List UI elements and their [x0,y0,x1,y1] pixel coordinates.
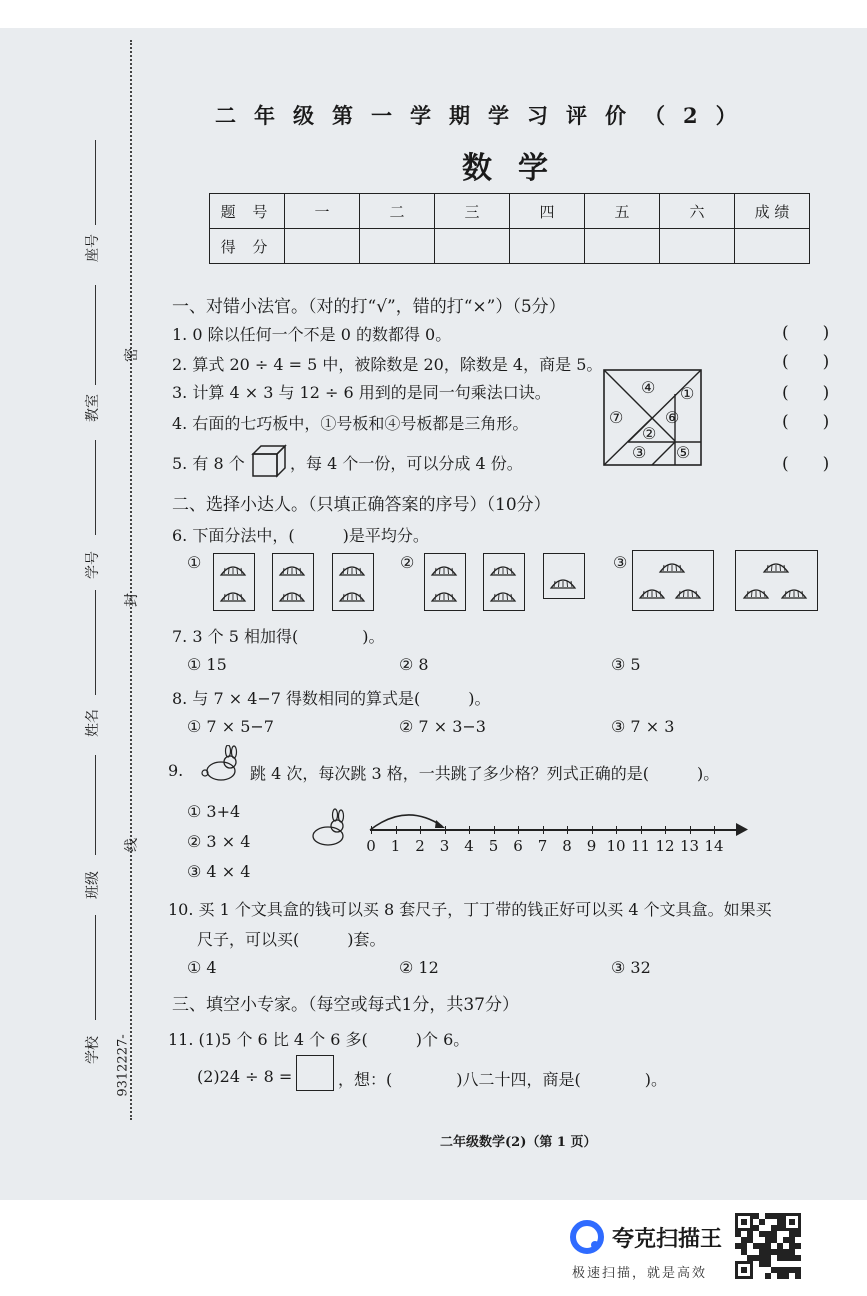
school-label: 学校 [85,1036,101,1064]
score-header-cell: 六 [660,194,735,229]
score-header-cell: 二 [360,194,435,229]
dumpling-icon [221,567,245,575]
answer-box[interactable] [296,1055,334,1091]
number-line-label: 6 [513,837,523,855]
subject-title: 数学 [462,151,574,186]
tangram-label-5: ⑤ [676,443,691,462]
question-11-part-2-start: (2)24 ÷ 8 = [197,1067,293,1086]
number-line-arrow-icon [736,823,748,836]
seal-mark-xian: 线 [124,838,140,852]
number-line-label: 1 [390,837,401,855]
number-line-tick [396,826,397,834]
q6-option-1-label[interactable]: ① [187,553,202,572]
dumpling-icon [340,567,364,575]
number-line-label: 3 [439,837,450,855]
section-3-heading: 三、填空小专家。（每空或每式1分，共37分） [172,995,519,1015]
dumpling-icon [340,593,364,601]
answer-paren-3[interactable]: ( ) [782,383,830,403]
number-line-label: 8 [562,837,572,855]
dumpling-icon [551,580,575,588]
score-header-cell: 题 号 [210,194,285,229]
dumpling-icon [491,593,515,601]
answer-paren-4[interactable]: ( ) [782,412,830,432]
q9-option-2[interactable]: ② 3 × 4 [187,832,251,851]
number-line-tick [518,826,519,834]
q7-option-1[interactable]: ① 15 [187,655,227,674]
question-8: 8. 与 7 × 4−7 得数相同的算式是( )。 [172,689,491,708]
score-header-cell: 五 [585,194,660,229]
score-header-cell: 一 [285,194,360,229]
q9-option-3[interactable]: ③ 4 × 4 [187,862,251,881]
number-line-tick [690,826,691,834]
sheet-code: 9312227- [115,1034,131,1097]
jump-arc-icon [366,808,450,832]
number-line-tick [445,826,446,834]
number-line-label: 0 [366,837,376,855]
question-11-part-2-end: ，想：( )八二十四，商是( )。 [338,1070,667,1089]
dumpling-icon [744,590,768,598]
number-line-tick [420,826,421,834]
score-header-cell: 三 [435,194,510,229]
section-1-heading: 一、对错小法官。（对的打“√”，错的打“×”）（5分） [172,297,566,317]
number-line-tick [469,826,470,834]
question-9-number: 9. [168,761,184,780]
seat-label: 座号 [85,234,101,262]
number-line-tick [714,826,715,834]
qr-code-icon [735,1213,801,1279]
q6-option-3-label[interactable]: ③ [613,553,628,572]
question-5-end: ，每 4 个一份，可以分成 4 份。 [290,454,523,473]
question-3: 3. 计算 4 × 3 与 12 ÷ 6 用到的是同一句乘法口诀。 [172,383,551,402]
dumpling-icon [640,590,664,598]
number-line-tick [665,826,666,834]
score-header-cell: 成 绩 [735,194,810,229]
question-5-start: 5. 有 8 个 [172,454,245,473]
answer-paren-5[interactable]: ( ) [782,454,830,474]
q8-option-1[interactable]: ① 7 × 5−7 [187,717,274,736]
q7-option-2[interactable]: ② 8 [399,655,429,674]
number-line-tick [371,826,372,834]
q7-option-3[interactable]: ③ 5 [611,655,641,674]
q6-option-2-label[interactable]: ② [400,553,415,572]
number-line-label: 12 [655,837,675,855]
dumpling-icon [432,593,456,601]
question-9-text: 跳 4 次，每次跳 3 格，一共跳了多少格？列式正确的是( )。 [250,764,720,783]
dumpling-icon [676,590,700,598]
dumpling-icon [432,567,456,575]
dumpling-icon [782,590,806,598]
room-label: 教室 [85,394,101,422]
number-line-label: 11 [630,837,651,855]
class-label: 班级 [85,871,101,899]
tangram-label-6: ⑥ [665,408,680,427]
question-10-line-1: 10. 买 1 个文具盒的钱可以买 8 套尺子，丁丁带的钱正好可以买 4 个文具盒。如果买 [168,900,772,919]
brand-name: 夸克扫描王 [612,1227,723,1252]
dumpling-icon [280,567,304,575]
answer-paren-1[interactable]: ( ) [782,323,830,343]
tangram-label-1: ① [680,384,695,403]
q10-option-3[interactable]: ③ 32 [611,958,651,977]
number-line-label: 14 [704,837,724,855]
class-blank-line [95,755,96,855]
page-footer: 二年级数学(2)（第 1 页） [440,1135,597,1150]
number-line-tick [592,826,593,834]
q8-option-3[interactable]: ③ 7 × 3 [611,717,675,736]
school-blank-line [95,915,96,1020]
number-line-label: 4 [464,837,474,855]
tangram-label-3: ③ [632,443,647,462]
question-4: 4. 右面的七巧板中，①号板和④号板都是三角形。 [172,414,529,433]
number-line-tick [567,826,568,834]
answer-paren-2[interactable]: ( ) [782,352,830,372]
number-line-label: 10 [606,837,626,855]
number-line-tick [494,826,495,834]
number-line-label: 2 [415,837,425,855]
question-10-line-2: 尺子，可以买( )套。 [197,930,386,949]
number-line-tick [616,826,617,834]
student-no-label: 学号 [85,551,101,579]
score-row-label: 得 分 [210,229,285,264]
section-2-heading: 二、选择小达人。（只填正确答案的序号）（10分） [172,495,551,515]
seal-mark-mi: 密 [124,348,140,362]
rabbit-on-numberline-icon [306,808,352,848]
brand-slogan: 极速扫描，就是高效 [572,1266,708,1281]
number-line-label: 5 [488,837,499,855]
question-6: 6. 下面分法中，( )是平均分。 [172,526,429,545]
number-line-label: 9 [586,837,597,855]
name-label: 姓名 [85,709,101,737]
exam-title: 二年级第一学期学习评价（2） [215,103,755,128]
number-line-label: 13 [679,837,700,855]
dumpling-icon [660,564,684,572]
number-line-tick [641,826,642,834]
q10-option-1[interactable]: ① 4 [187,958,217,977]
score-header-cell: 四 [510,194,585,229]
dumpling-icon [221,593,245,601]
q8-option-2[interactable]: ② 7 × 3−3 [399,717,486,736]
quark-logo-icon [570,1220,604,1254]
question-7: 7. 3 个 5 相加得( )。 [172,627,385,646]
q10-option-2[interactable]: ② 12 [399,958,439,977]
number-line-label: 7 [537,837,548,855]
q9-option-1[interactable]: ① 3+4 [187,802,241,821]
rabbit-icon [196,745,242,783]
tangram-label-7: ⑦ [609,408,624,427]
tangram-label-4: ④ [641,378,656,397]
dumpling-icon [491,567,515,575]
dumpling-icon [280,593,304,601]
question-11-part-1: 11. (1)5 个 6 比 4 个 6 多( )个 6。 [168,1030,470,1049]
seal-mark-feng: 封 [124,593,140,607]
dumpling-icon [764,564,788,572]
question-1: 1. 0 除以任何一个不是 0 的数都得 0。 [172,325,452,344]
tangram-label-2: ② [642,424,657,443]
number-line-tick [543,826,544,834]
dumpling-icons [0,0,867,620]
question-2: 2. 算式 20 ÷ 4 = 5 中，被除数是 20，除数是 4，商是 5。 [172,355,603,374]
